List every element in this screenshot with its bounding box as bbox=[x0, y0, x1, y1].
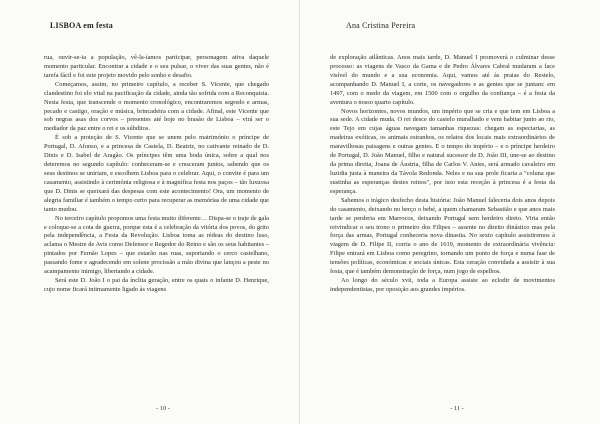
right-page bbox=[300, 0, 600, 424]
paragraph: de exploração atlânticas. Anos mais tarde, D. Manuel I promoverá o culminar desse processo: as viagens de Vasco da Gama e de Pedro Álvares Cabral mudaram a face visível do mundo e a sua economia. Aqui, vamos até às praias do Restelo, acompanhando D. Manuel I, a corte, os navegadores e as gentes que se juntam: em 1497, com o medo da viagem, em 1500 com o orgulho da confiança – é a festa da aventura o nosso quarto capítulo. bbox=[330, 54, 555, 106]
paragraph: É sob a proteção de S. Vicente que se unem pelo matrimónio o príncipe de Portugal, D. Afonso, e a princesa de Castela, D. Beatriz, no cativante reinado de D. Dinis e D. Isabel de Aragão. Os príncipes têm uma boda única, sobre a qual nos deteremos no segundo capítulo: conheceram-se e cresceram juntos, sabendo que os seus destinos se uniriam, e escolhem Lisboa para o celebrar. Aqui, o convite é para um casamento, assistindo à cerimónia religiosa e à magnífica festa nos paços – tão luxuosa que D. Dinis se queixará das despesas com este acontecimento! Ora, um momento de alegria familiar é também o tempo certo para recuperar as memórias de uma cidade que tanto mudou. bbox=[44, 134, 269, 213]
paragraph: Começamos, assim, no primeiro capítulo, a receber S. Vicente, que chegado clandestino foi elo vital na pacificação da cidade, ainda tão sofrida com a Reconquista. Nesta festa, que transcende o momento cronológico, encontraremos segredo e armas, pecado e castigo, oração e música, brincadeira com a cidade. Afinal, este Vicente que sob negras asas dos corvos – presentes até hoje no brasão de Lisboa – virá ser o mediador da paz entre o rei e os súbditos. bbox=[44, 80, 269, 133]
paragraph: Novos horizontes, novos mundos, um império que se cria e que tem em Lisboa a sua sede. A cidade muda. O rei desce do castelo muralhado e vem habitar junto ao rio, este Tejo em cujas águas navegam tamanhas riquezas: chegam as especiarias, as madeiras exóticas, os animais estranhos, os relatos dos locais mais extraordinários de maravilhosas paisagens e outras gentes. E o tempo do império – e o príncipe herdeiro de Portugal, D. João Manuel, filho e natural sucessor de D. João III, une-se ao destino da prima direita, Joana de Áustria, filha de Carlos V. Antes, será armado cavaleiro em luzidia justa à maneira da Távola Redonda. Neles e na sua prole ficaria a "coluna que sustinha as esperanças destes reinos", por isso esta receção à princesa é a festa da esperança. bbox=[330, 107, 555, 195]
paragraph: Sabemos o trágico desfecho desta história: João Manuel faleceria dois anos depois do casamento, deixando no berço o bebé, a quem chamaram Sebastião e que anos mais tarde se perderia em Marrocos, deixando Portugal sem herdeiro direto. Viria então reivindicar o seu trono o primeiro dos Filipes – assente no direito dinástico mas pela força das armas, Portugal conheceria nova dinastia. No sexto capítulo assistiremos à viagem de D. Filipe II, corria o ano de 1619, momento de extraordinária vivência: Filipe entrará em Lisboa como peregrino, tornando um ponto de força e numa fase de tensões políticas, económicas e sociais únicas. Esta ceração convidada a assistir à sua festa, que é também demonstração de força, num jogo de espelhos. bbox=[330, 196, 555, 276]
left-body-text bbox=[44, 54, 269, 295]
paragraph: Será este D. João I o pai da ínclita geração, entre os quais o infante D. Henrique, cujo nome ficará intimamente ligado às viagens bbox=[44, 277, 269, 293]
paragraph: rua, ouvir-se-ia a população, vê-la-íamos participar, personagem ativa daquele momento particular. Encontrar a cidade e o seu pulsar, o viver das suas gentes, não é tarefa fácil e foi este projeto movido pelo sonho e desafio. bbox=[44, 54, 269, 79]
right-running-head: Ana Cristina Pereira bbox=[346, 21, 416, 30]
paragraph: Ao longo do século xvii, toda a Europa assiste ao eclodir de movimentos independentistas, por oposição aos grandes impérios. bbox=[330, 277, 555, 293]
paragraph: No terceiro capítulo propomos uma festa muito diferente… Dispa-se o traje de gala e coloque-se a cota de guerra, porque esta é a celebração da vitória dos povos, do grito pela independência, a Festa da Revolução. Lisboa toma as rédeas do destino luso, aclama o Mestre de Avis como Defensor e Regedor do Reino e são os seus habitantes – pintados por Fernão Lopes – que estarão nas ruas, suportando o cerco castelhano, passando fome e agradecendo em solene procissão a mão divina que lançou a peste no acampamento inimigo, libertando a cidade. bbox=[44, 214, 269, 276]
left-page-number: - 10 - bbox=[156, 405, 170, 412]
left-running-head: LISBOA em festa bbox=[50, 21, 113, 30]
right-page-number: - 11 - bbox=[450, 405, 464, 412]
right-body-text bbox=[330, 54, 555, 295]
